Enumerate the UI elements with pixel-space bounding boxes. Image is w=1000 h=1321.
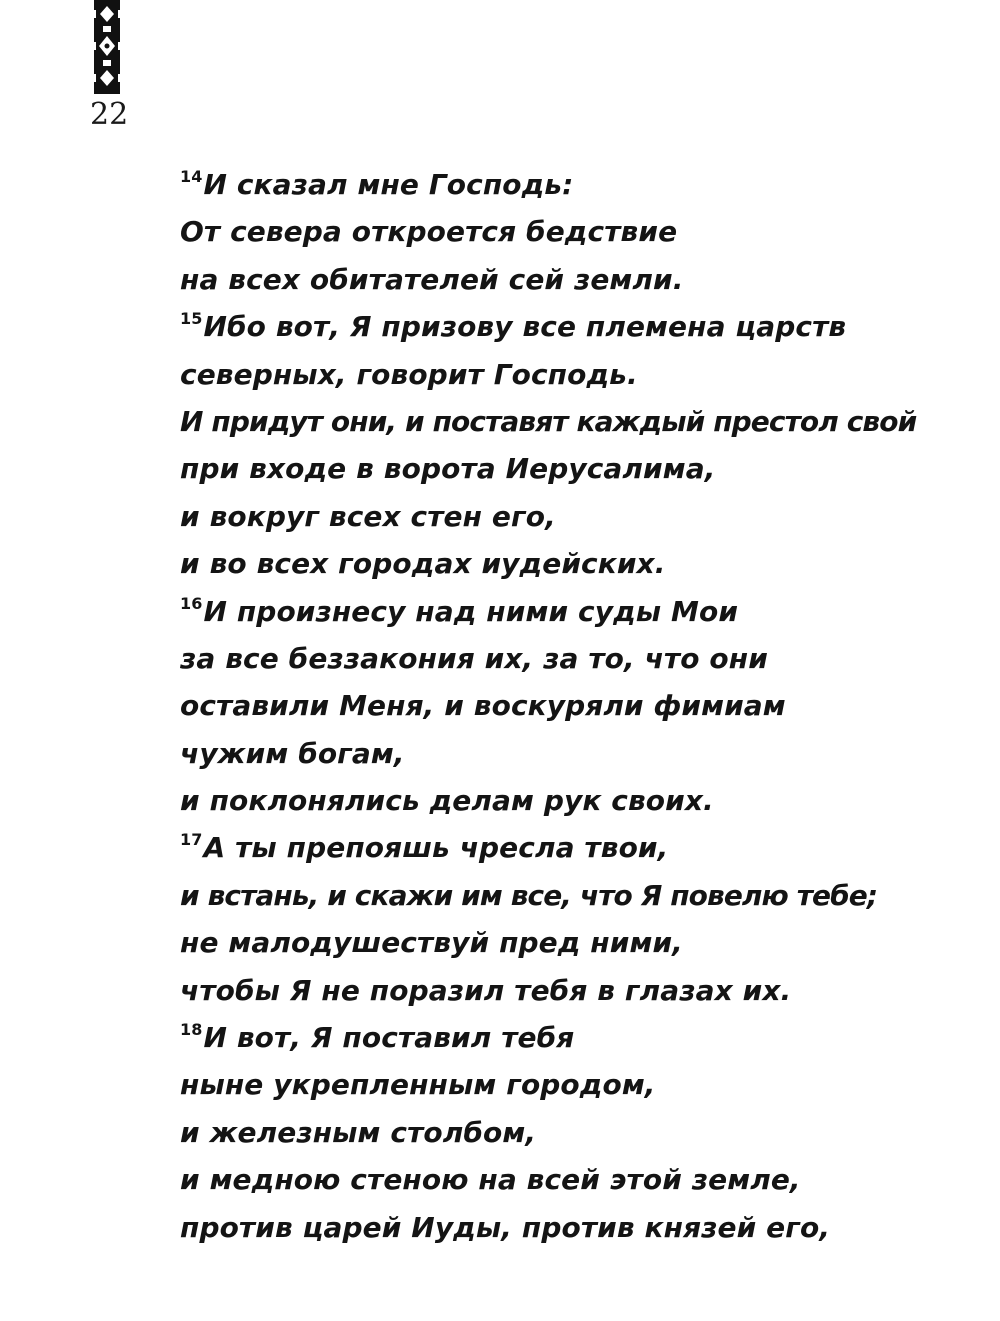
line-text: оставили Меня, и воскуряли фимиам	[180, 689, 786, 723]
line-text: и медною стеною на всей этой земле,	[180, 1163, 801, 1197]
line-text: против царей Иуды, против князей его,	[180, 1210, 831, 1244]
verse-number: 18	[180, 1020, 203, 1040]
text-line	[180, 351, 970, 398]
line-text: за все беззакония их, за то, что они	[180, 641, 768, 675]
text-line	[180, 1061, 970, 1108]
page-number: 22	[90, 97, 129, 132]
text-line	[180, 161, 970, 208]
line-text: северных, говорит Господь.	[180, 357, 638, 391]
line-text: Ибо вот, Я призову все племена царств	[203, 310, 847, 344]
line-text: и встань, и скажи им все, что Я повелю тебе;	[180, 878, 878, 912]
line-text: И сказал мне Господь:	[203, 168, 574, 201]
ornament-icon	[92, 0, 122, 94]
text-line	[180, 256, 970, 303]
line-text: и во всех городах иудейских.	[180, 547, 666, 581]
text-line	[180, 540, 970, 587]
verse-number: 16	[180, 593, 203, 613]
text-line	[180, 398, 970, 445]
text-line	[180, 1014, 970, 1061]
line-text: И вот, Я поставил тебя	[203, 1021, 575, 1055]
line-text: не малодушествуй пред ними,	[180, 926, 683, 960]
line-text: И произнесу над ними суды Мои	[203, 594, 739, 628]
text-line	[180, 967, 970, 1014]
line-text: чтобы Я не поразил тебя в глазах их.	[180, 973, 792, 1007]
text-line	[180, 919, 970, 966]
text-line	[180, 445, 970, 492]
line-text: От севера откроется бедствие	[180, 215, 678, 249]
text-line	[180, 777, 970, 824]
text-line	[180, 303, 970, 350]
line-text: и вокруг всех стен его,	[180, 499, 556, 533]
line-text: А ты препояшь чресла твои,	[203, 831, 669, 865]
text-line	[180, 824, 970, 871]
verse-number: 14	[180, 167, 203, 186]
text-line	[180, 682, 970, 729]
line-text: И придут они, и поставят каждый престол свой	[180, 404, 917, 438]
line-text: и поклонялись делам рук своих.	[180, 784, 714, 818]
text-line	[180, 1109, 970, 1156]
line-text: и железным столбом,	[180, 1115, 537, 1149]
text-line	[180, 588, 970, 635]
verse-number: 17	[180, 830, 203, 850]
text-line	[180, 493, 970, 540]
text-line	[180, 872, 970, 919]
text-line	[180, 1156, 970, 1203]
line-text: при входе в ворота Иерусалима,	[180, 452, 716, 486]
verse-text-block	[180, 161, 970, 1251]
verse-number: 15	[180, 309, 203, 329]
text-line	[180, 635, 970, 682]
line-text: на всех обитателей сей земли.	[180, 262, 684, 296]
line-text: чужим богам,	[180, 736, 405, 770]
text-line	[180, 730, 970, 777]
text-line	[180, 208, 970, 255]
text-line	[180, 1204, 970, 1251]
line-text: ныне укрепленным городом,	[180, 1068, 656, 1102]
